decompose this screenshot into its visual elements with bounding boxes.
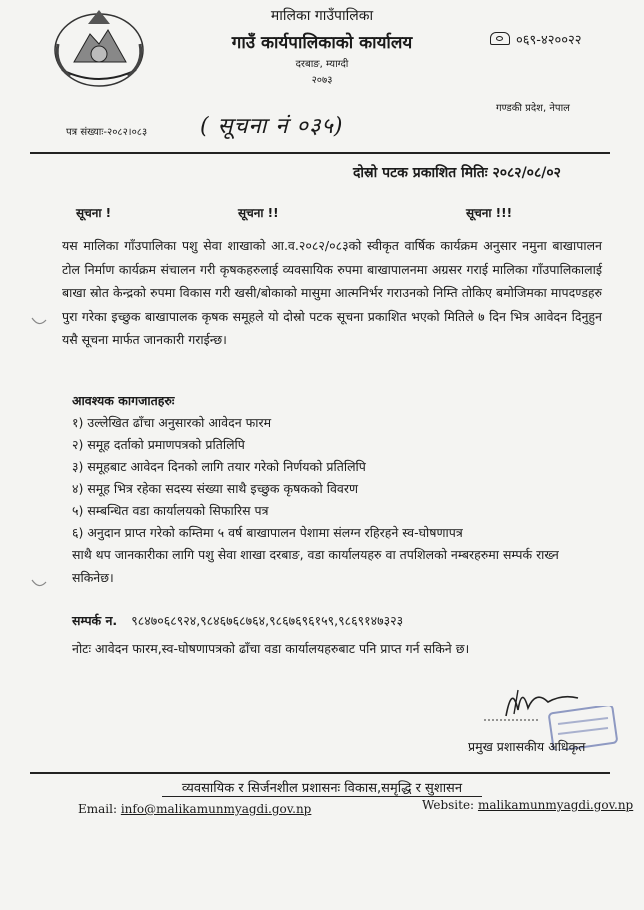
documents-list [72,412,602,544]
footer-divider [30,772,610,774]
signatory-title: प्रमुख प्रशासकीय अधिकृत [468,739,586,754]
establishment-year: २०७३ [311,75,333,86]
header-divider [30,152,610,154]
list-item: ५) सम्बन्धित वडा कार्यालयको सिफारिस पत्र [72,503,269,518]
office-location: दरबाङ, म्याग्दी [295,59,349,70]
notice-heading-2: सूचना !! [238,206,279,220]
footer-website [422,798,633,812]
handwritten-notice-number: ( सूचना नं ०३५) [200,114,344,139]
website-link[interactable]: malikamunmyagdi.gov.np [477,798,634,812]
punch-mark-icon [30,316,48,328]
extra-info: साथै थप जानकारीका लागि पशु सेवा शाखा दरबाङ, वडा कार्यालयहरु वा तपशिलको नम्बरहरुमा सम्पर्क राख्न सकिनेछ। [72,547,559,585]
motto-text: व्यवसायिक र सिर्जनशील प्रशासनः विकास,समृद्धि र सुशासन [162,781,482,797]
list-item: ६) अनुदान प्राप्त गरेको कम्तिमा ५ वर्ष बाखापालन पेशामा संलग्न रहिरहने स्व-घोषणापत्र [72,525,463,540]
province-label: गण्डकी प्रदेश, नेपाल [496,103,570,114]
website-label: Website: [422,798,475,812]
notice-heading-1: सूचना ! [76,206,112,220]
email-link[interactable]: info@malikamunmyagdi.gov.np [120,802,312,816]
municipality-name: मालिका गाउँपालिका [270,8,374,24]
telephone-icon [490,32,510,45]
letter-number: पत्र संख्याः-२०८२।०८३ [66,127,148,138]
phone-number [490,30,582,48]
email-label: Email: [78,802,118,816]
footer-motto [0,778,644,796]
list-item: २) समूह दर्ताको प्रमाणपत्रको प्रतिलिपि [72,437,245,452]
footer-email [78,802,311,816]
publish-date: दोस्रो पटक प्रकाशित मितिः २०८२/०८/०२ [353,165,561,181]
phone-value: ०६९-४२००२२ [516,33,582,48]
list-item: १) उल्लेखित ढाँचा अनुसारको आवेदन फारम [72,415,272,430]
contact-line [72,612,403,629]
list-item: ४) समूह भित्र रहेका सदस्य संख्या साथै इच्छुक कृषकको विवरण [72,481,358,496]
contact-label: सम्पर्क न. [72,613,118,628]
documents-title: आवश्यक कागजातहरुः [72,393,175,408]
office-name: गाउँ कार्यपालिकाको कार्यालय [231,33,413,53]
notice-body: यस मालिका गाँउपालिका पशु सेवा शाखाको आ.व.२०८२/०८३को स्वीकृत वार्षिक कार्यक्रम अनुसार नमुना बाखापालन टोल निर्माण कार्यक्रम संचालन गरी कृषकहरुलाई व्यवसायिक रुपमा बाखापालनमा अग्रसर गराई मालिका गाँउपालिकालाई बाखा स्रोत केन्द्रको रुपमा विकास गरी खसी/बोकाको मासुमा आत्मनिर्भर गराउनको निम्ति तोकिए बमोजिमका मापदण्डहरु पुरा गरेका इच्छुक बाखापालक कृषक समूहले यो दोस्रो पटक सूचना प्रकाशित भएको मितिले ७ दिन भित्र आवेदन दिनुहुन यसै सूचना मार्फत जानकारी गराईन्छ। [62,238,602,348]
note-text: नोटः आवेदन फारम,स्व-घोषणापत्रको ढाँचा वडा कार्यालयहरुबाट पनि प्राप्त गर्न सकिने छ। [72,641,470,656]
notice-heading-3: सूचना !!! [466,206,513,220]
contact-numbers: ९८४७०६८९२४,९८४६७६८७६४,९८६७६९६१५९,९८६९१४७३२३ [131,613,404,628]
list-item: ३) समूहबाट आवेदन दिनको लागि तयार गरेको निर्णयको प्रतिलिपि [72,459,366,474]
punch-mark-icon [30,578,48,590]
